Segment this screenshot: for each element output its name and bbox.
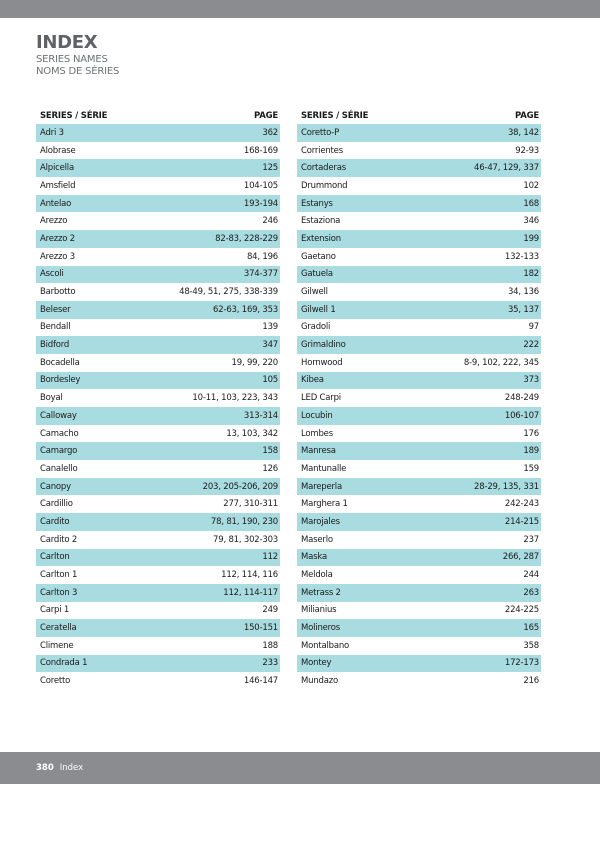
series-name: Hornwood bbox=[301, 357, 343, 368]
index-row bbox=[297, 672, 541, 690]
series-name: Carpi 1 bbox=[40, 605, 70, 616]
index-row bbox=[36, 319, 280, 337]
series-page: 216 bbox=[523, 676, 539, 687]
index-row bbox=[297, 124, 541, 142]
series-name: Manresa bbox=[301, 446, 336, 457]
series-name: Adri 3 bbox=[40, 127, 64, 138]
series-header: SERIES / SÉRIE bbox=[301, 111, 369, 121]
series-page: 34, 136 bbox=[507, 287, 539, 298]
index-row bbox=[36, 248, 280, 266]
series-name: Antelao bbox=[40, 198, 72, 209]
series-page: 249 bbox=[262, 605, 278, 616]
series-name: Bocadella bbox=[40, 357, 80, 368]
series-page: 35, 137 bbox=[507, 304, 539, 315]
series-name: Extension bbox=[301, 233, 341, 244]
index-row bbox=[36, 336, 280, 354]
index-row bbox=[297, 389, 541, 407]
index-row bbox=[36, 195, 280, 213]
series-page: 168 bbox=[523, 198, 539, 209]
series-name: Gilwell 1 bbox=[301, 304, 336, 315]
series-name: Gaetano bbox=[301, 251, 336, 262]
index-column-left bbox=[36, 109, 280, 690]
index-row bbox=[36, 124, 280, 142]
series-name: Montalbano bbox=[301, 640, 350, 651]
page-header: PAGE bbox=[514, 111, 539, 121]
series-page: 19, 99, 220 bbox=[231, 357, 278, 368]
series-name: Cardillio bbox=[40, 499, 73, 510]
series-name: Gatuela bbox=[301, 269, 333, 280]
series-page: 102 bbox=[523, 180, 539, 191]
series-page: 159 bbox=[523, 463, 539, 474]
series-name: Milianius bbox=[301, 605, 337, 616]
series-page: 38, 142 bbox=[507, 127, 539, 138]
index-row bbox=[297, 159, 541, 177]
index-row bbox=[36, 230, 280, 248]
series-page: 277, 310-311 bbox=[223, 499, 278, 510]
index-row bbox=[297, 266, 541, 284]
page-subtitle-fr: NOMS DE SÉRIES bbox=[36, 66, 120, 77]
series-name: Arezzo 2 bbox=[40, 233, 75, 244]
series-page: 92-93 bbox=[515, 145, 539, 156]
series-page: 237 bbox=[523, 534, 539, 545]
series-page: 46-47, 129, 337 bbox=[474, 163, 539, 174]
index-row bbox=[297, 195, 541, 213]
series-name: Ceratella bbox=[40, 623, 77, 634]
page-title: INDEX bbox=[36, 32, 98, 53]
series-name: Arezzo 3 bbox=[40, 251, 75, 262]
series-page: 188 bbox=[262, 640, 278, 651]
series-name: Coretto-P bbox=[301, 127, 340, 138]
index-row bbox=[36, 301, 280, 319]
series-page: 168-169 bbox=[243, 145, 278, 156]
index-row bbox=[297, 301, 541, 319]
series-name: Canopy bbox=[40, 481, 71, 492]
series-name: Carlton 3 bbox=[40, 587, 78, 598]
index-row bbox=[36, 672, 280, 690]
index-row bbox=[297, 655, 541, 673]
series-name: Lombes bbox=[301, 428, 333, 439]
series-name: Alpicella bbox=[40, 163, 74, 174]
series-page: 8-9, 102, 222, 345 bbox=[463, 357, 539, 368]
series-name: Camacho bbox=[40, 428, 79, 439]
index-row bbox=[297, 354, 541, 372]
index-row bbox=[297, 460, 541, 478]
series-page: 172-173 bbox=[504, 658, 539, 669]
series-page: 28-29, 135, 331 bbox=[474, 481, 539, 492]
series-page: 10-11, 103, 223, 343 bbox=[192, 393, 278, 404]
series-name: Cardito bbox=[40, 516, 70, 527]
series-page: 158 bbox=[262, 446, 278, 457]
index-row bbox=[297, 584, 541, 602]
index-row bbox=[36, 619, 280, 637]
series-page: 189 bbox=[523, 446, 539, 457]
top-band bbox=[0, 0, 600, 18]
series-page: 112, 114-117 bbox=[223, 587, 278, 598]
index-row bbox=[36, 425, 280, 443]
index-row bbox=[36, 442, 280, 460]
index-row bbox=[36, 531, 280, 549]
series-page: 125 bbox=[262, 163, 278, 174]
series-page: 84, 196 bbox=[246, 251, 278, 262]
series-page: 374-377 bbox=[243, 269, 278, 280]
series-name: Drummond bbox=[301, 180, 348, 191]
series-page: 244 bbox=[523, 570, 539, 581]
series-page: 246 bbox=[262, 216, 278, 227]
index-row bbox=[36, 460, 280, 478]
footer-band bbox=[0, 752, 600, 784]
series-name: Marojales bbox=[301, 516, 340, 527]
series-name: Climene bbox=[40, 640, 74, 651]
series-name: Ascoli bbox=[40, 269, 64, 280]
index-column-right bbox=[297, 109, 541, 690]
series-name: Bordesley bbox=[40, 375, 81, 386]
index-row bbox=[36, 549, 280, 567]
page-subtitle-en: SERIES NAMES bbox=[36, 54, 108, 65]
series-page: 362 bbox=[262, 127, 278, 138]
index-row bbox=[297, 531, 541, 549]
series-name: Marghera 1 bbox=[301, 499, 348, 510]
series-name: Maska bbox=[301, 552, 327, 563]
index-row bbox=[297, 549, 541, 567]
series-page: 373 bbox=[523, 375, 539, 386]
index-row bbox=[36, 266, 280, 284]
series-name: LED Carpi bbox=[301, 393, 341, 404]
index-row bbox=[297, 212, 541, 230]
series-page: 248-249 bbox=[504, 393, 539, 404]
series-name: Coretto bbox=[40, 676, 71, 687]
series-name: Cardito 2 bbox=[40, 534, 78, 545]
column-header bbox=[297, 109, 541, 124]
series-page: 106-107 bbox=[504, 410, 539, 421]
series-page: 62-63, 169, 353 bbox=[213, 304, 278, 315]
series-name: Calloway bbox=[40, 410, 77, 421]
index-row bbox=[36, 655, 280, 673]
series-name: Arezzo bbox=[40, 216, 68, 227]
series-name: Estaziona bbox=[301, 216, 341, 227]
index-row bbox=[36, 495, 280, 513]
series-page: 242-243 bbox=[504, 499, 539, 510]
series-page: 313-314 bbox=[243, 410, 278, 421]
series-name: Gradoli bbox=[301, 322, 331, 333]
series-name: Metrass 2 bbox=[301, 587, 341, 598]
series-page: 78, 81, 190, 230 bbox=[210, 516, 278, 527]
index-row bbox=[297, 602, 541, 620]
series-name: Mareperla bbox=[301, 481, 342, 492]
index-row bbox=[297, 495, 541, 513]
series-page: 112, 114, 116 bbox=[221, 570, 278, 581]
index-row bbox=[36, 637, 280, 655]
series-name: Bidford bbox=[40, 340, 70, 351]
series-page: 105 bbox=[262, 375, 278, 386]
series-page: 346 bbox=[523, 216, 539, 227]
series-name: Molineros bbox=[301, 623, 341, 634]
index-row bbox=[297, 319, 541, 337]
footer-page-number: 380 bbox=[36, 763, 54, 773]
series-name: Condrada 1 bbox=[40, 658, 88, 669]
series-name: Kibea bbox=[301, 375, 324, 386]
series-page: 358 bbox=[523, 640, 539, 651]
series-page: 176 bbox=[523, 428, 539, 439]
index-row bbox=[36, 566, 280, 584]
series-name: Mantunalle bbox=[301, 463, 347, 474]
series-name: Amsfield bbox=[40, 180, 76, 191]
series-page: 104-105 bbox=[243, 180, 278, 191]
index-row bbox=[36, 212, 280, 230]
index-row bbox=[297, 283, 541, 301]
series-page: 266, 287 bbox=[502, 552, 539, 563]
series-page: 182 bbox=[523, 269, 539, 280]
series-page: 79, 81, 302-303 bbox=[213, 534, 278, 545]
series-page: 13, 103, 342 bbox=[226, 428, 278, 439]
series-page: 222 bbox=[523, 340, 539, 351]
series-page: 146-147 bbox=[243, 676, 278, 687]
index-row bbox=[297, 230, 541, 248]
column-header bbox=[36, 109, 280, 124]
series-name: Estanys bbox=[301, 198, 333, 209]
series-name: Carlton 1 bbox=[40, 570, 78, 581]
series-page: 150-151 bbox=[243, 623, 278, 634]
index-row bbox=[297, 513, 541, 531]
index-row bbox=[297, 248, 541, 266]
index-row bbox=[36, 283, 280, 301]
index-row bbox=[297, 142, 541, 160]
series-name: Grimaldino bbox=[301, 340, 346, 351]
series-name: Barbotto bbox=[40, 287, 76, 298]
index-row bbox=[297, 372, 541, 390]
series-name: Cortaderas bbox=[301, 163, 346, 174]
series-name: Carlton bbox=[40, 552, 70, 563]
series-page: 48-49, 51, 275, 338-339 bbox=[179, 287, 278, 298]
index-row bbox=[36, 513, 280, 531]
index-row bbox=[36, 407, 280, 425]
series-name: Canalello bbox=[40, 463, 78, 474]
series-name: Locubin bbox=[301, 410, 333, 421]
footer-text bbox=[36, 762, 83, 774]
series-page: 193-194 bbox=[243, 198, 278, 209]
series-name: Beleser bbox=[40, 304, 71, 315]
index-row bbox=[36, 159, 280, 177]
series-name: Mundazo bbox=[301, 676, 338, 687]
index-row bbox=[36, 354, 280, 372]
series-page: 139 bbox=[262, 322, 278, 333]
index-row bbox=[36, 584, 280, 602]
index-row bbox=[36, 389, 280, 407]
series-page: 233 bbox=[262, 658, 278, 669]
series-name: Bendall bbox=[40, 322, 71, 333]
series-name: Gilwell bbox=[301, 287, 328, 298]
series-page: 82-83, 228-229 bbox=[215, 233, 278, 244]
index-row bbox=[297, 425, 541, 443]
series-page: 263 bbox=[523, 587, 539, 598]
page-header: PAGE bbox=[253, 111, 278, 121]
series-page: 347 bbox=[262, 340, 278, 351]
index-row bbox=[297, 637, 541, 655]
index-row bbox=[297, 336, 541, 354]
index-row bbox=[297, 177, 541, 195]
index-row bbox=[36, 177, 280, 195]
index-row bbox=[297, 407, 541, 425]
series-page: 214-215 bbox=[504, 516, 539, 527]
series-header: SERIES / SÉRIE bbox=[40, 111, 108, 121]
series-page: 199 bbox=[523, 233, 539, 244]
series-name: Meldola bbox=[301, 570, 333, 581]
index-row bbox=[297, 478, 541, 496]
series-name: Corrientes bbox=[301, 145, 343, 156]
index-row bbox=[36, 142, 280, 160]
series-page: 132-133 bbox=[504, 251, 539, 262]
index-row bbox=[297, 619, 541, 637]
series-page: 112 bbox=[262, 552, 278, 563]
series-name: Boyal bbox=[40, 393, 63, 404]
series-name: Montey bbox=[301, 658, 332, 669]
series-page: 97 bbox=[528, 322, 539, 333]
index-row bbox=[297, 442, 541, 460]
footer-section: Index bbox=[59, 763, 84, 773]
series-page: 165 bbox=[523, 623, 539, 634]
index-row bbox=[297, 566, 541, 584]
series-page: 126 bbox=[262, 463, 278, 474]
series-name: Maserlo bbox=[301, 534, 333, 545]
index-row bbox=[36, 478, 280, 496]
series-name: Camargo bbox=[40, 446, 78, 457]
series-page: 224-225 bbox=[504, 605, 539, 616]
series-page: 203, 205-206, 209 bbox=[202, 481, 278, 492]
index-row bbox=[36, 372, 280, 390]
index-row bbox=[36, 602, 280, 620]
series-name: Alobrase bbox=[40, 145, 76, 156]
